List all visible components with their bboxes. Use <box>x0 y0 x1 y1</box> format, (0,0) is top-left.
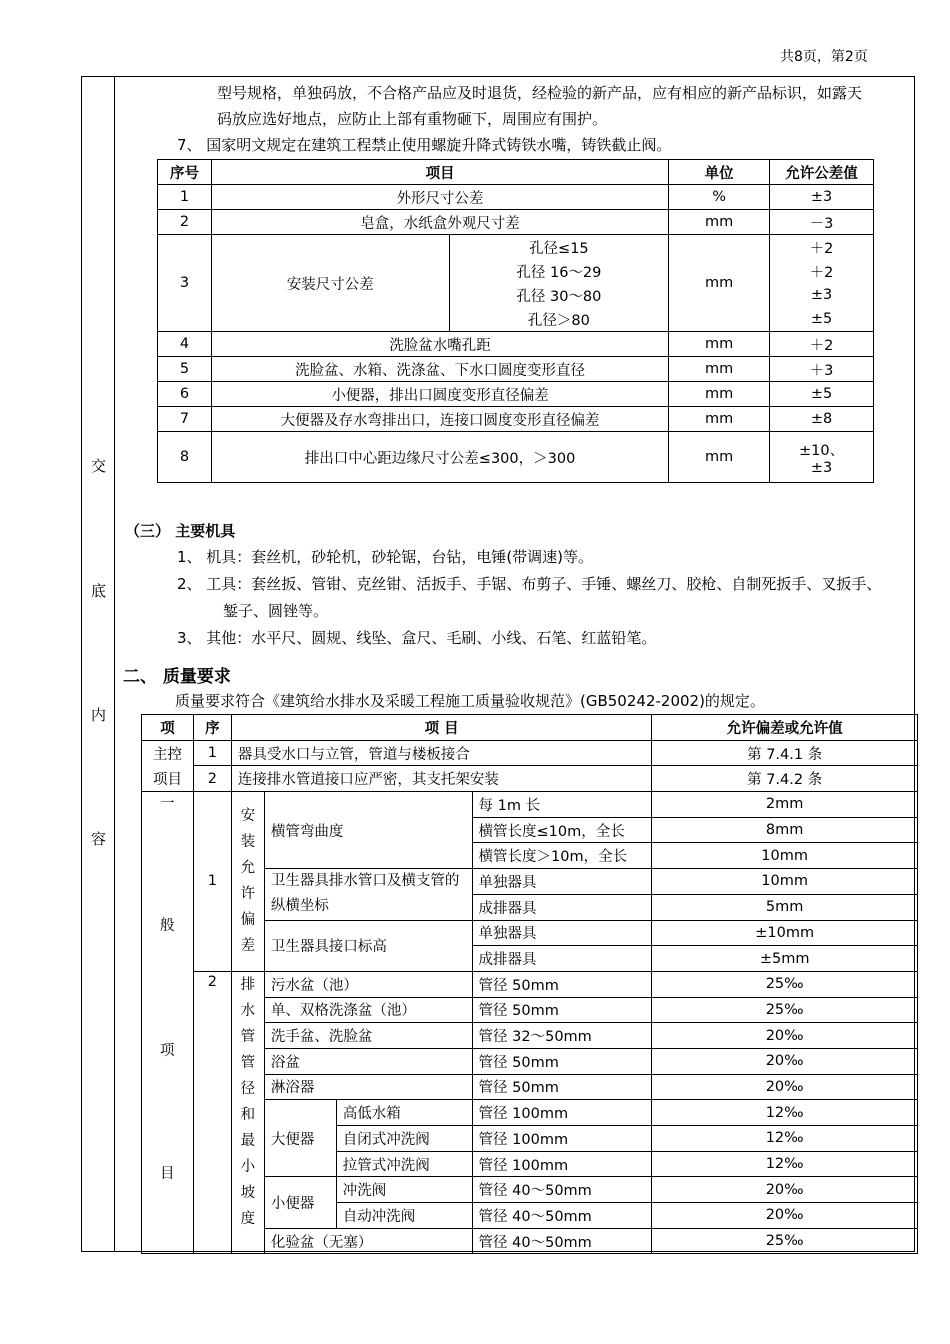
group-label-char: 管 <box>240 1054 256 1071</box>
item-name: 横管弯曲度 <box>264 792 472 869</box>
table-header-row <box>158 160 874 185</box>
group-label-char: 和 <box>240 1106 256 1123</box>
row-item: 安装尺寸公差 <box>211 235 449 332</box>
item-value: 20‰ <box>652 1048 918 1074</box>
item-name: 污水盆（池） <box>264 971 472 997</box>
item-subtype: 自闭式冲洗阀 <box>336 1126 472 1152</box>
row-value: ＋2 <box>770 259 874 283</box>
toilet-label: 大便器 <box>264 1100 336 1177</box>
row-no: 8 <box>158 432 212 483</box>
row-value-line: ±3 <box>810 459 833 476</box>
group-label-char: 管 <box>240 1028 256 1045</box>
tools-item-1: 1、 机具：套丝机，砂轮机，砂轮锯，台钻，电锤(带调速)等。 <box>177 548 594 566</box>
row-value: ±8 <box>770 407 874 432</box>
row-item: 洗脸盆、水箱、洗涤盆、下水口圆度变形直径 <box>211 357 668 382</box>
item-value: 20‰ <box>652 1023 918 1049</box>
group-label-char: 差 <box>240 938 256 955</box>
table-row <box>158 357 874 382</box>
row-no: 1 <box>158 185 212 210</box>
item-subtype: 拉管式冲洗阀 <box>336 1151 472 1177</box>
table-header-row <box>142 715 918 741</box>
row-value-line: ±10、 <box>798 442 845 459</box>
content-area <box>115 77 915 1251</box>
row-value: －3 <box>770 210 874 235</box>
item-value: ±5mm <box>652 946 918 972</box>
item-spec: 横管长度＞10m，全长 <box>472 843 652 869</box>
item-name: 卫生器具接口标高 <box>264 920 472 971</box>
page-info: 共8页，第2页 <box>780 49 868 65</box>
row-unit: mm <box>669 357 770 382</box>
item-spec: 管径 50mm <box>472 1048 652 1074</box>
general-label-char: 项 <box>160 1043 175 1060</box>
item-name: 淋浴器 <box>264 1074 472 1100</box>
col-header-no: 序号 <box>158 160 212 185</box>
row-no: 5 <box>158 357 212 382</box>
row-no: 2 <box>193 766 231 792</box>
row-item: 排出口中心距边缘尺寸公差≤300，＞300 <box>211 432 668 483</box>
row-sub: 孔径 30～80 <box>449 283 669 307</box>
row-no: 3 <box>158 235 212 332</box>
table-row <box>158 210 874 235</box>
group-label-char: 水 <box>240 1002 256 1019</box>
row-no: 1 <box>193 740 231 766</box>
group-label-char: 允 <box>240 860 256 877</box>
item-spec: 管径 50mm <box>472 971 652 997</box>
table-row <box>158 235 874 260</box>
row-sub: 孔径＞80 <box>449 307 669 332</box>
tools-item-2: 2、 工具：套丝扳、管钳、克丝钳、活扳手、手锯、布剪子、手锤、螺丝刀、胶枪、自制死扳手、叉扳手、 <box>177 575 882 593</box>
table-row <box>142 766 918 792</box>
urinal-label: 小便器 <box>264 1177 336 1228</box>
col-header-seq: 序 <box>193 715 231 741</box>
item-spec: 管径 40～50mm <box>472 1228 652 1254</box>
col-header-unit: 单位 <box>669 160 770 185</box>
tolerance-table <box>157 159 874 483</box>
item-spec: 管径 50mm <box>472 997 652 1023</box>
row-no: 2 <box>158 210 212 235</box>
group2-label <box>231 971 264 1254</box>
general-label-char: 目 <box>160 1166 175 1183</box>
row-value: 第 7.4.1 条 <box>652 740 918 766</box>
item-value: 20‰ <box>652 1203 918 1229</box>
group-label-char: 偏 <box>240 912 256 929</box>
item-value: ±10mm <box>652 920 918 946</box>
left-label-column <box>82 77 115 1251</box>
item-value: 25‰ <box>652 997 918 1023</box>
col-header-item: 项目 <box>211 160 668 185</box>
row-value: ＋2 <box>770 235 874 260</box>
group-label-char: 小 <box>240 1158 256 1175</box>
left-label-1: 交 <box>91 457 107 475</box>
item-spec: 成排器具 <box>472 946 652 972</box>
group-no: 1 <box>193 792 231 972</box>
row-value: ±5 <box>770 307 874 332</box>
item-name: 卫生器具排水管口及横支管的纵横坐标 <box>264 869 472 920</box>
row-item: 小便器，排出口圆度变形直径偏差 <box>211 382 668 407</box>
item-spec: 管径 40～50mm <box>472 1203 652 1229</box>
intro-item-7: 7、 国家明文规定在建筑工程禁止使用螺旋升降式铸铁水嘴，铸铁截止阀。 <box>177 136 672 154</box>
quality-description: 质量要求符合《建筑给水排水及采暖工程施工质量验收规范》(GB50242-2002)的规定。 <box>175 692 765 710</box>
col-header-value: 允许偏差或允许值 <box>652 715 918 741</box>
row-value: ±5 <box>770 382 874 407</box>
table-row <box>158 407 874 432</box>
group-no: 2 <box>193 971 231 1254</box>
row-value: ＋2 <box>770 332 874 357</box>
table-row <box>158 432 874 483</box>
item-value: 25‰ <box>652 971 918 997</box>
item-value: 12‰ <box>652 1126 918 1152</box>
left-label-3: 内 <box>91 706 107 724</box>
group-label-char: 最 <box>240 1132 256 1149</box>
item-value: 25‰ <box>652 1228 918 1254</box>
group-label-char: 装 <box>240 834 256 851</box>
row-value: ±3 <box>770 185 874 210</box>
col-header-value: 允许公差值 <box>770 160 874 185</box>
item-spec: 单独器具 <box>472 869 652 895</box>
item-spec: 管径 100mm <box>472 1100 652 1126</box>
row-no: 7 <box>158 407 212 432</box>
item-value: 2mm <box>652 792 918 818</box>
col-header-category: 项 <box>142 715 194 741</box>
row-unit: mm <box>669 235 770 332</box>
document-frame <box>81 76 915 1252</box>
row-item: 连接排水管道接口应严密，其支托架安装 <box>231 766 651 792</box>
item-name: 单、双格洗涤盆（池） <box>264 997 472 1023</box>
row-item: 洗脸盆水嘴孔距 <box>211 332 668 357</box>
intro-line-1: 型号规格，单独码放，不合格产品应及时退货，经检验的新产品，应有相应的新产品标识，如露天 <box>217 84 863 102</box>
row-no: 6 <box>158 382 212 407</box>
group-label-char: 径 <box>240 1080 256 1097</box>
item-name: 浴盆 <box>264 1048 472 1074</box>
row-sub: 孔径 16～29 <box>449 259 669 283</box>
group-label-char: 安 <box>240 808 256 825</box>
item-spec: 管径 100mm <box>472 1151 652 1177</box>
col-header-item: 项 目 <box>231 715 651 741</box>
item-spec: 管径 100mm <box>472 1126 652 1152</box>
item-value: 10mm <box>652 869 918 895</box>
main-control-label: 主控 <box>142 740 194 766</box>
row-item: 外形尺寸公差 <box>211 185 668 210</box>
item-subtype: 冲洗阀 <box>336 1177 472 1203</box>
item-spec: 管径 50mm <box>472 1074 652 1100</box>
item-spec: 管径 40～50mm <box>472 1177 652 1203</box>
row-unit: mm <box>669 382 770 407</box>
group-label-char: 许 <box>240 886 256 903</box>
item-spec: 成排器具 <box>472 894 652 920</box>
main-control-label: 项目 <box>142 766 194 792</box>
item-value: 20‰ <box>652 1177 918 1203</box>
tools-item-3: 3、 其他：水平尺、圆规、线坠、盒尺、毛刷、小线、石笔、红蓝铅笔。 <box>177 629 657 647</box>
left-label-4: 容 <box>91 830 107 848</box>
row-value <box>770 432 874 483</box>
group-label-char: 坡 <box>240 1184 256 1201</box>
row-value: ＋3 <box>770 357 874 382</box>
item-value: 10mm <box>652 843 918 869</box>
group1-label <box>231 792 264 972</box>
item-spec: 横管长度≤10m，全长 <box>472 817 652 843</box>
row-unit: mm <box>669 407 770 432</box>
item-subtype: 自动冲洗阀 <box>336 1203 472 1229</box>
table-row <box>158 332 874 357</box>
row-no: 4 <box>158 332 212 357</box>
left-label-2: 底 <box>91 582 107 600</box>
section-tools-title: （三） 主要机具 <box>125 522 236 540</box>
quality-table <box>141 714 918 1254</box>
item-value: 12‰ <box>652 1151 918 1177</box>
item-value: 8mm <box>652 817 918 843</box>
general-label-char: 一 <box>160 796 175 813</box>
item-value: 20‰ <box>652 1074 918 1100</box>
table-row <box>158 185 874 210</box>
general-label-char: 般 <box>160 918 175 935</box>
row-value: ±3 <box>770 283 874 307</box>
row-value: 第 7.4.2 条 <box>652 766 918 792</box>
item-value: 12‰ <box>652 1100 918 1126</box>
item-name: 化验盆（无塞） <box>264 1228 472 1254</box>
row-sub: 孔径≤15 <box>449 235 669 260</box>
general-label <box>142 792 194 1254</box>
item-name: 洗手盆、洗脸盆 <box>264 1023 472 1049</box>
row-unit: % <box>669 185 770 210</box>
table-row <box>142 792 918 818</box>
item-spec: 单独器具 <box>472 920 652 946</box>
row-item: 大便器及存水弯排出口，连接口圆度变形直径偏差 <box>211 407 668 432</box>
table-row <box>142 740 918 766</box>
tools-item-2-cont: 錾子、圆锉等。 <box>223 602 329 620</box>
intro-line-2: 码放应选好地点，应防止上部有重物砸下，周围应有围护。 <box>217 110 608 128</box>
table-row <box>158 382 874 407</box>
row-item: 器具受水口与立管，管道与楼板接合 <box>231 740 651 766</box>
group-label-char: 度 <box>240 1210 256 1227</box>
item-spec: 管径 32～50mm <box>472 1023 652 1049</box>
row-unit: mm <box>669 210 770 235</box>
row-unit: mm <box>669 432 770 483</box>
section-quality-title: 二、 质量要求 <box>123 667 231 687</box>
row-item: 皂盒，水纸盒外观尺寸差 <box>211 210 668 235</box>
table-row <box>142 971 918 997</box>
group-label-char: 排 <box>240 976 256 993</box>
item-value: 5mm <box>652 894 918 920</box>
item-spec: 每 1m 长 <box>472 792 652 818</box>
row-unit: mm <box>669 332 770 357</box>
item-subtype: 高低水箱 <box>336 1100 472 1126</box>
